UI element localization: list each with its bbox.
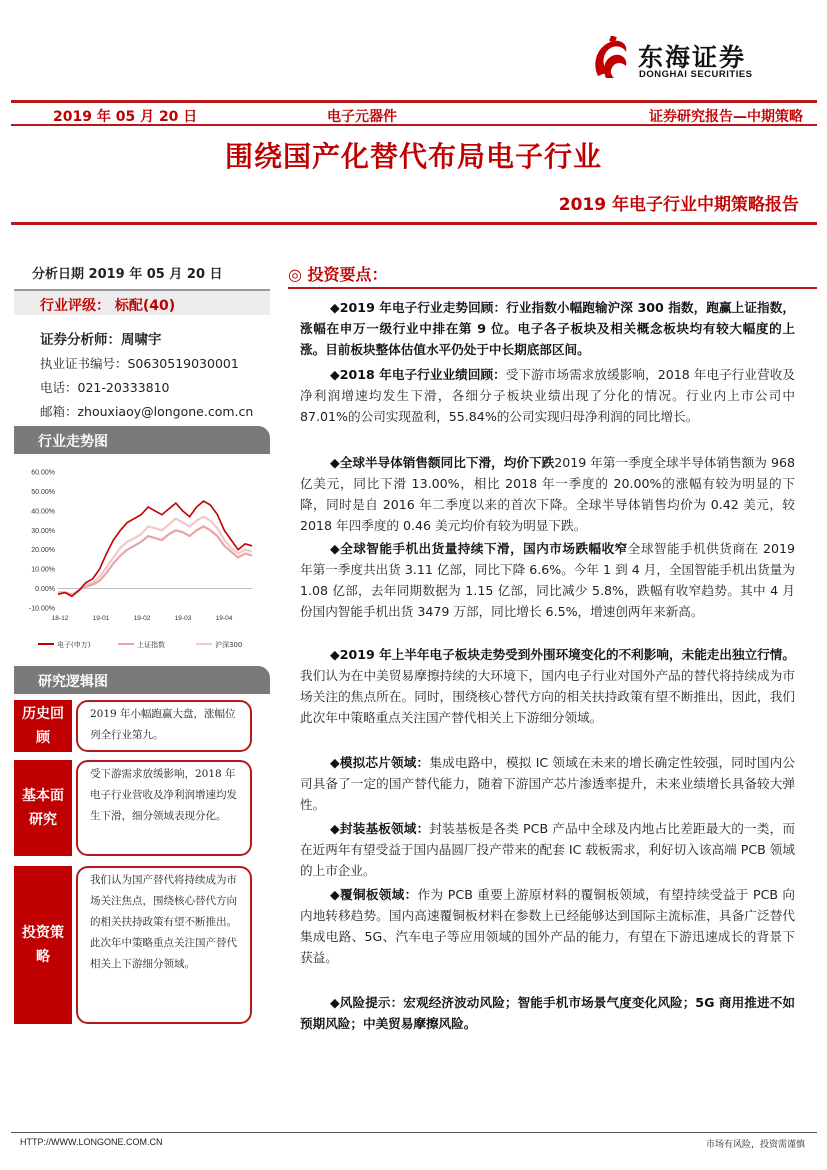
logo-mark-icon: [590, 36, 632, 82]
y-tick-label: -10.00%: [28, 605, 55, 613]
invest-paragraph: [300, 452, 795, 536]
para-text: 全球智能手机供货商在 2019 年第一季度共出货 3.11 亿部，同比下降 6.6%。今年 1 到 4 月，全国智能手机出货量为 1.08 亿部，去年同期数据为 1.15 亿部，同比减少 5.8%，跌幅有收窄趋势。其中 4 月份国内智能手机出货 3479 万部，同比增长 6.5%，增速创两年来新高。: [300, 541, 795, 619]
y-tick-label: 50.00%: [31, 488, 55, 496]
logo-name-en: DONGHAI SECURITIES: [639, 69, 753, 80]
x-tick-label: 19-02: [133, 615, 151, 622]
invest-paragraph: [300, 644, 795, 728]
logic-label: 投资策略: [14, 866, 72, 1024]
logic-heading-label: 研究逻辑图: [38, 674, 108, 690]
analysis-date: 分析日期 2019 年 05 月 20 日: [32, 267, 223, 282]
trend-heading: [14, 426, 270, 454]
y-tick-label: 40.00%: [31, 508, 55, 516]
trend-heading-label: 行业走势图: [38, 434, 108, 450]
x-tick-label: 19-01: [92, 615, 110, 622]
invest-paragraph: [300, 818, 795, 881]
series-line-0: [58, 501, 252, 596]
invest-paragraph: [300, 752, 795, 815]
header-date: 2019 年 05 月 20 日: [53, 109, 198, 125]
logic-text: 2019 年小幅跑赢大盘，涨幅位列全行业第九。: [76, 700, 252, 752]
rating-bar: [14, 289, 270, 315]
footer-disclaimer: 市场有风险，投资需谨慎: [705, 1140, 805, 1150]
y-tick-label: 20.00%: [31, 547, 55, 555]
para-bold: ◆2019 年上半年电子板块走势受到外围环境变化的不利影响，未能走出独立行情。: [330, 647, 795, 662]
x-tick-label: 19-03: [174, 615, 192, 622]
logo-name-cn: 东海证券: [638, 43, 747, 72]
y-tick-label: 30.00%: [31, 527, 55, 535]
para-bold: ◆全球半导体销售额同比下滑，均价下跌: [330, 455, 555, 470]
legend-label: 上证指数: [137, 641, 165, 649]
para-bold: ◆封装基板领域：: [330, 821, 430, 836]
header-bar: [11, 100, 817, 126]
invest-paragraph: [300, 297, 795, 360]
logic-row-strategy: [14, 866, 238, 1024]
header-report-type: 证券研究报告—中期策略: [649, 109, 803, 125]
header-industry: 电子元器件: [327, 109, 397, 125]
x-tick-label: 18-12: [51, 615, 69, 622]
legend-label: 电子(申万): [57, 641, 91, 649]
legend-label: 沪深300: [215, 641, 243, 649]
para-bold: ◆覆铜板领域：: [330, 887, 418, 902]
title-divider: [11, 222, 817, 225]
y-tick-label: 10.00%: [31, 566, 55, 574]
company-logo: [590, 36, 800, 86]
footer-divider: [11, 1132, 817, 1133]
phone: 电话：021-20333810: [40, 380, 170, 395]
email[interactable]: 邮箱：zhouxiaoy@longone.com.cn: [40, 404, 254, 419]
page-subtitle: 2019 年电子行业中期策略报告: [558, 195, 799, 215]
para-bold: ◆模拟芯片领域：: [330, 755, 430, 770]
logic-row-fundamentals: [14, 760, 238, 856]
logic-heading: [14, 666, 270, 694]
industry-rating: 行业评级： 标配(40): [40, 298, 176, 314]
footer-url[interactable]: HTTP://WWW.LONGONE.COM.CN: [20, 1137, 163, 1147]
page-title: 围绕国产化替代布局电子行业: [224, 140, 602, 173]
y-tick-label: 0.00%: [35, 586, 55, 594]
y-tick-label: 60.00%: [31, 469, 55, 477]
target-icon: ◎: [288, 265, 308, 284]
logic-label: 基本面研究: [14, 760, 72, 856]
industry-trend-chart: [14, 460, 270, 652]
invest-paragraph: [300, 992, 795, 1034]
para-text: 封装基板是各类 PCB 产品中全球及内地占比差距最大的一类，而在近两年有望受益于国内晶圆厂投产带来的配套 IC 载板需求，利好切入该高端 PCB 领域的上市企业。: [300, 821, 795, 878]
para-text: 集成电路中，模拟 IC 领域在未来的增长确定性较强，同时国内公司具备了一定的国产替代能力，随着下游国产芯片渗透率提升，未来业绩增长具备较大弹性。: [300, 755, 795, 812]
logic-text: 受下游需求放缓影响，2018 年电子行业营收及净利润增速均发生下滑，细分领域表现分化。: [76, 760, 252, 856]
invest-paragraph: [300, 884, 795, 968]
para-bold: ◆风险提示：宏观经济波动风险；智能手机市场景气度变化风险；5G 商用推进不如预期风险；中美贸易摩擦风险。: [300, 995, 795, 1031]
para-bold: ◆2018 年电子行业业绩回顾：: [330, 367, 506, 382]
para-bold: ◆全球智能手机出货量持续下滑，国内市场跌幅收窄: [330, 541, 628, 556]
logic-row-history: [14, 700, 238, 752]
para-text: 受下游市场需求放缓影响，2018 年电子行业营收及净利润增速均发生下滑，各细分子板块业绩出现了分化的情况。行业内上市公司中 87.01%的公司实现盈利，55.84%的公司实现归母净利润的同比增长。: [300, 367, 795, 424]
para-text: 2019 年第一季度全球半导体销售额为 968 亿美元，同比下滑 13.00%，相比 2018 年一季度的 20.00%的涨幅有较为明显的下降，同时是自 2016 年二季度以来的首次下降。全球半导体销售均价为 0.42 美元，较 2018 年四季度的 0.46 美元均价有较为明显下跌。: [300, 455, 795, 533]
invest-heading: [288, 262, 388, 285]
para-bold: ◆2019 年电子行业走势回顾：行业指数小幅跑输沪深 300 指数，跑赢上证指数，涨幅在申万一级行业中排在第 9 位。电子各子板块及相关概念板块均有较大幅度的上涨。目前板块整体估值水平仍处于中长期底部区间。: [300, 300, 795, 357]
invest-divider: [288, 287, 817, 289]
invest-paragraph: [300, 364, 795, 427]
logic-text: 我们认为国产替代将持续成为市场关注焦点，围绕核心替代方向的相关扶持政策有望不断推出。此次年中策略重点关注国产替代相关上下游细分领域。: [76, 866, 252, 1024]
para-text: 我们认为在中美贸易摩擦持续的大环境下，国内电子行业对国外产品的替代将持续成为市场关注的焦点所在。同时，围绕核心替代方向的相关扶持政策有望不断推出，因此，我们此次年中策略重点关注国产替代相关上下游细分领域。: [300, 668, 795, 725]
license-number: 执业证书编号：S0630519030001: [40, 356, 239, 371]
invest-heading-label: 投资要点：: [307, 265, 388, 284]
analyst-name: 证券分析师：周啸宇: [40, 332, 162, 348]
para-text: 作为 PCB 重要上游原材料的覆铜板领域，有望持续受益于 PCB 向内地转移趋势。国内高速覆铜板材料在参数上已经能够达到国际主流标准，具备广泛替代集成电路、5G、汽车电子等应用领域的国外产品的能力，有望在下游迅速成长的背景下获益。: [300, 887, 795, 965]
invest-paragraph: [300, 538, 795, 622]
logic-label: 历史回顾: [14, 700, 72, 752]
x-tick-label: 19-04: [215, 615, 233, 622]
